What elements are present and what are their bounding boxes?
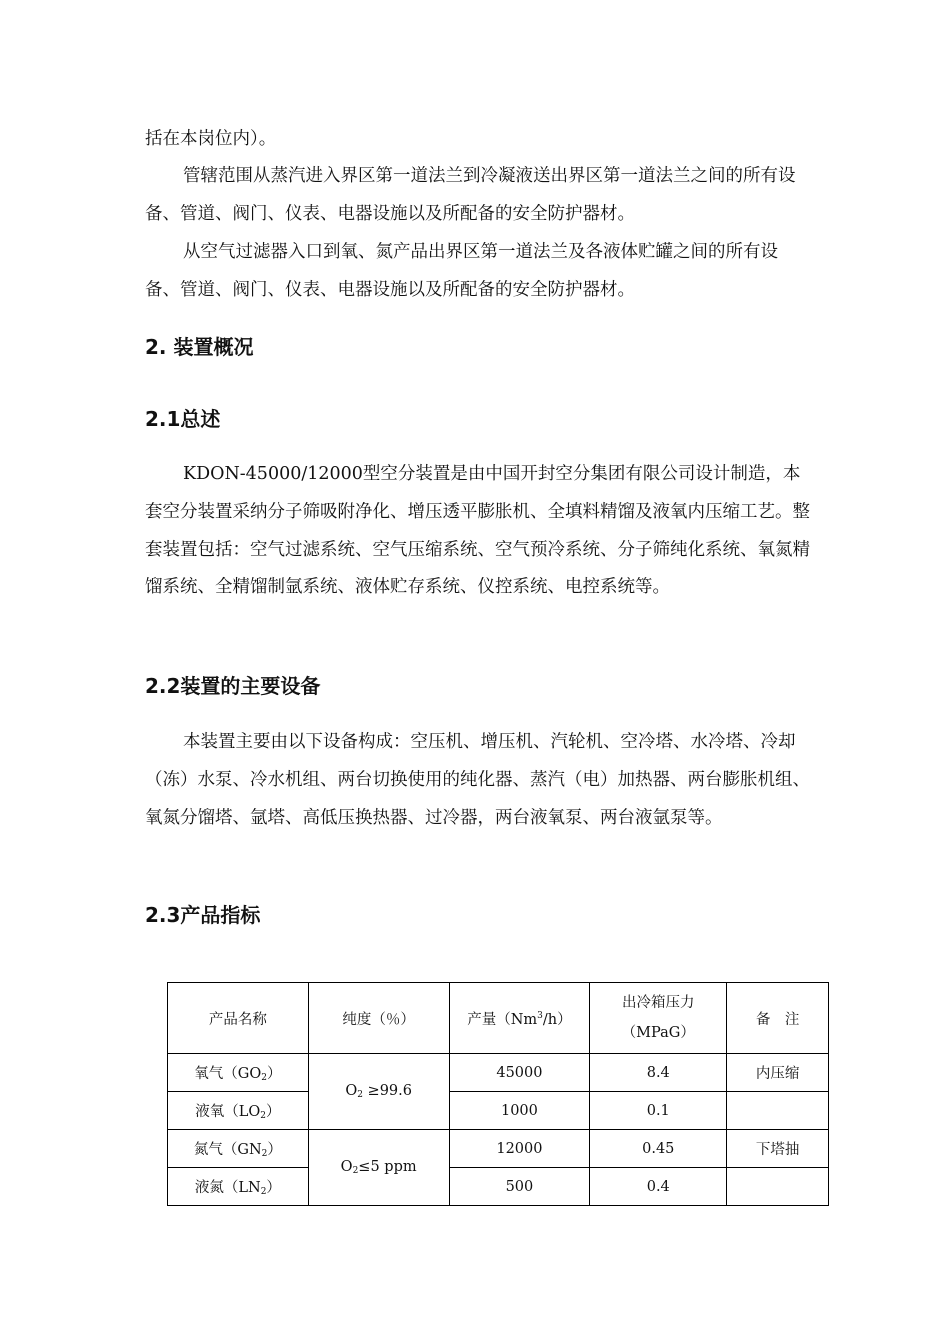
cell-remark: 下塔抽	[727, 1130, 829, 1168]
product-spec-table	[167, 982, 829, 1206]
purity-o-suffix: ≥99.6	[362, 1083, 412, 1099]
cell-name-suffix: ）	[267, 1142, 282, 1158]
section-2-heading: 2. 装置概况	[145, 335, 254, 359]
section-2-2-body: 本装置主要由以下设备构成：空压机、增压机、汽轮机、空冷塔、水冷塔、冷却（冻）水泵、冷水机组、两台切换使用的纯化器、蒸汽（电）加热器、两台膨胀机组、氧氮分馏塔、氩塔、高低压换热器、过冷器，两台液氧泵、两台液氩泵等。	[145, 732, 810, 828]
purity-n-sub: 2	[352, 1166, 359, 1176]
cell-name-suffix: ）	[266, 1180, 281, 1196]
cell-remark: 内压缩	[727, 1054, 829, 1092]
header-output-sup: 3	[537, 1010, 543, 1021]
cell-pressure: 0.1	[590, 1092, 727, 1130]
cell-name-sub: 2	[261, 1149, 268, 1159]
header-remark: 备 注	[727, 983, 829, 1054]
cell-name-text: 氧气（GO	[194, 1066, 262, 1082]
cell-name-sub: 2	[261, 1073, 267, 1083]
header-pressure	[590, 983, 727, 1054]
table-row	[168, 1092, 829, 1130]
purity-n-suffix: ≤5 ppm	[358, 1159, 417, 1175]
cell-output: 500	[449, 1168, 590, 1206]
cell-name-suffix: ）	[267, 1066, 282, 1082]
cell-purity-nitrogen	[308, 1130, 449, 1206]
purity-o-sub: 2	[357, 1090, 363, 1100]
table-row	[168, 1168, 829, 1206]
cell-product-name	[168, 1130, 309, 1168]
cell-name-sub: 2	[260, 1187, 267, 1197]
table-row	[168, 1054, 829, 1092]
section-2-1-heading: 2.1总述	[145, 407, 221, 431]
cell-name-text: 液氮（LN	[194, 1180, 261, 1196]
section-2-1-body: KDON-45000/12000型空分装置是由中国开封空分集团有限公司设计制造，本套空分装置采纳分子筛吸附净化、增压透平膨胀机、全填料精馏及液氧内压缩工艺。整套装置包括：空气过滤系统、空气压缩系统、空气预冷系统、分子筛纯化系统、氧氮精馏系统、全精馏制氩系统、液体贮存系统、仪控系统、电控系统等。	[145, 464, 810, 598]
cell-product-name	[168, 1092, 309, 1130]
intro-scope-steam: 管辖范围从蒸汽进入界区第一道法兰到冷凝液送出界区第一道法兰之间的所有设备、管道、阀门、仪表、电器设施以及所配备的安全防护器材。	[145, 166, 796, 224]
header-output	[449, 983, 590, 1054]
cell-remark	[727, 1092, 829, 1130]
cell-pressure: 0.4	[590, 1168, 727, 1206]
section-2-3-heading: 2.3产品指标	[145, 903, 261, 927]
cell-pressure: 8.4	[590, 1054, 727, 1092]
header-pressure-line2: （MPaG）	[621, 1025, 695, 1041]
purity-o-prefix: O	[345, 1083, 358, 1099]
header-output-prefix: 产量（Nm	[467, 1011, 538, 1028]
cell-remark	[727, 1168, 829, 1206]
header-output-suffix: /h）	[542, 1011, 572, 1028]
cell-product-name	[168, 1168, 309, 1206]
intro-continuation: 括在本岗位内）。	[145, 129, 277, 149]
table-row	[168, 1130, 829, 1168]
cell-pressure: 0.45	[590, 1130, 727, 1168]
cell-name-text: 液氧（LO	[195, 1104, 261, 1120]
purity-n-prefix: O	[340, 1159, 353, 1175]
cell-name-text: 氮气（GN	[193, 1142, 262, 1158]
header-pressure-line1: 出冷箱压力	[622, 995, 695, 1011]
header-purity: 纯度（％）	[308, 983, 449, 1054]
cell-name-sub: 2	[260, 1111, 267, 1121]
cell-output: 12000	[449, 1130, 590, 1168]
cell-output: 45000	[449, 1054, 590, 1092]
cell-output: 1000	[449, 1092, 590, 1130]
intro-scope-air: 从空气过滤器入口到氧、氮产品出界区第一道法兰及各液体贮罐之间的所有设备、管道、阀门、仪表、电器设施以及所配备的安全防护器材。	[145, 242, 778, 300]
header-product-name: 产品名称	[168, 983, 309, 1054]
section-2-2-heading: 2.2装置的主要设备	[145, 674, 321, 698]
cell-name-suffix: ）	[266, 1104, 281, 1120]
cell-product-name	[168, 1054, 309, 1092]
cell-purity-oxygen	[308, 1054, 449, 1130]
table-header-row	[168, 983, 829, 1054]
